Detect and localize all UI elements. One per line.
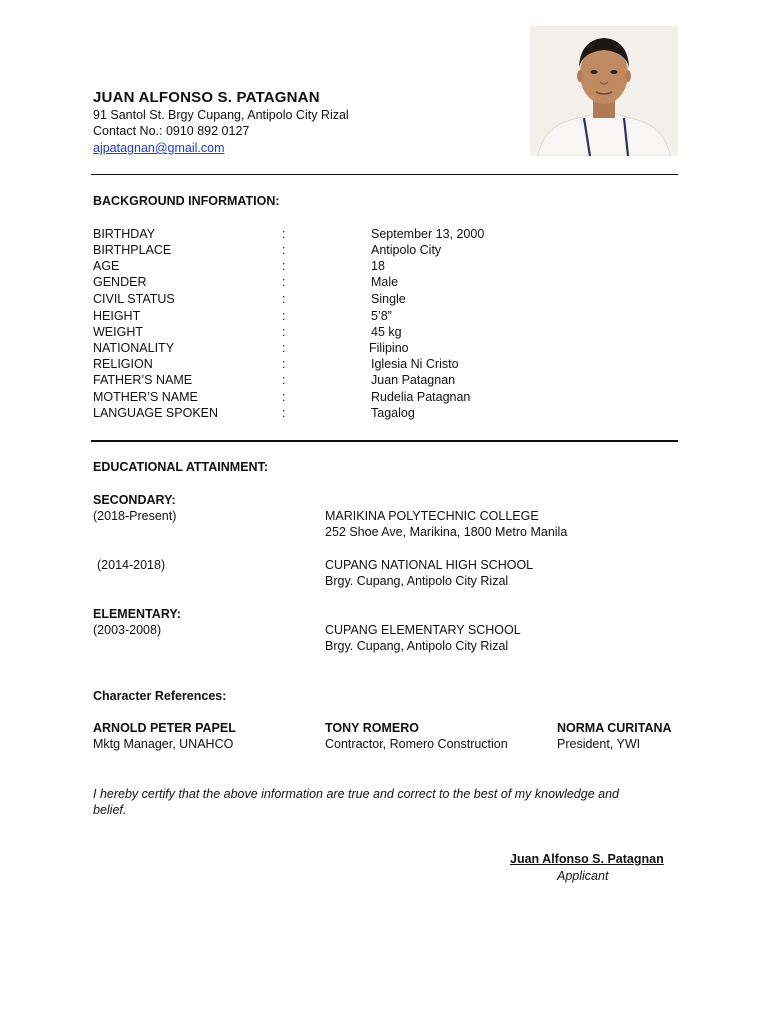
info-value: Male xyxy=(371,275,399,289)
info-separator: : xyxy=(282,373,286,387)
info-label: AGE xyxy=(93,259,120,273)
info-separator: : xyxy=(282,341,286,355)
info-separator: : xyxy=(282,406,286,420)
education-years: (2003-2008) xyxy=(93,623,162,637)
info-separator: : xyxy=(282,390,286,404)
info-label: BIRTHPLACE xyxy=(93,243,172,257)
info-value: Iglesia Ni Cristo xyxy=(371,357,459,371)
info-value: Single xyxy=(371,292,406,306)
signature-name: Juan Alfonso S. Patagnan xyxy=(510,852,664,866)
info-row xyxy=(0,275,768,291)
info-label: BIRTHDAY xyxy=(93,227,156,241)
contact-number: Contact No.: 0910 892 0127 xyxy=(93,124,250,138)
info-label: MOTHER’S NAME xyxy=(93,390,198,404)
school-address: Brgy. Cupang, Antipolo City Rizal xyxy=(325,574,509,588)
applicant-photo xyxy=(530,26,678,156)
info-row xyxy=(0,292,768,308)
info-row xyxy=(0,227,768,243)
info-value: Juan Patagnan xyxy=(371,373,456,387)
signature-role: Applicant xyxy=(557,869,609,883)
info-value: 18 xyxy=(371,259,385,273)
reference-title: Contractor, Romero Construction xyxy=(325,737,508,751)
school-name: CUPANG ELEMENTARY SCHOOL xyxy=(325,623,521,637)
reference-name: ARNOLD PETER PAPEL xyxy=(93,721,236,735)
education-years: (2018-Present) xyxy=(93,509,177,523)
info-row xyxy=(0,259,768,275)
school-address: 252 Shoe Ave, Marikina, 1800 Metro Manila xyxy=(325,525,568,539)
certification-statement-end: belief. xyxy=(93,803,127,817)
certification-statement: I hereby certify that the above information are true and correct to the best of my knowledge and xyxy=(93,787,619,801)
header-divider xyxy=(91,174,678,175)
info-separator: : xyxy=(282,259,286,273)
address: 91 Santol St. Brgy Cupang, Antipolo City Rizal xyxy=(93,108,349,122)
elementary-label: ELEMENTARY: xyxy=(93,607,181,621)
info-separator: : xyxy=(282,325,286,339)
education-heading: EDUCATIONAL ATTAINMENT: xyxy=(93,460,268,474)
info-label: LANGUAGE SPOKEN xyxy=(93,406,219,420)
email-link[interactable]: ajpatagnan@gmail.com xyxy=(93,141,225,155)
school-address: Brgy. Cupang, Antipolo City Rizal xyxy=(325,639,509,653)
background-heading: BACKGROUND INFORMATION: xyxy=(93,194,280,208)
info-row xyxy=(0,390,768,406)
school-name: CUPANG NATIONAL HIGH SCHOOL xyxy=(325,558,534,572)
info-value: Tagalog xyxy=(371,406,415,420)
info-row xyxy=(0,406,768,422)
info-label: FATHER’S NAME xyxy=(93,373,193,387)
info-label: GENDER xyxy=(93,275,147,289)
info-value: September 13, 2000 xyxy=(371,227,485,241)
info-label: HEIGHT xyxy=(93,309,141,323)
info-row xyxy=(0,243,768,259)
info-row xyxy=(0,341,768,357)
school-name: MARIKINA POLYTECHNIC COLLEGE xyxy=(325,509,539,523)
reference-name: TONY ROMERO xyxy=(325,721,419,735)
info-separator: : xyxy=(282,357,286,371)
references-heading: Character References: xyxy=(93,689,227,703)
section-divider xyxy=(91,440,678,442)
info-value: Filipino xyxy=(369,341,409,355)
info-value: Antipolo City xyxy=(371,243,442,257)
info-separator: : xyxy=(282,309,286,323)
info-separator: : xyxy=(282,243,286,257)
info-value: Rudelia Patagnan xyxy=(371,390,471,404)
secondary-label: SECONDARY: xyxy=(93,493,176,507)
info-row xyxy=(0,325,768,341)
info-label: CIVIL STATUS xyxy=(93,292,175,306)
reference-title: President, YWI xyxy=(557,737,641,751)
applicant-name: JUAN ALFONSO S. PATAGNAN xyxy=(93,89,320,106)
info-label: RELIGION xyxy=(93,357,153,371)
info-value: 45 kg xyxy=(371,325,402,339)
info-separator: : xyxy=(282,227,286,241)
info-row xyxy=(0,357,768,373)
education-years: (2014-2018) xyxy=(97,558,166,572)
info-row xyxy=(0,373,768,389)
info-value: 5’8” xyxy=(371,309,392,323)
reference-title: Mktg Manager, UNAHCO xyxy=(93,737,234,751)
info-label: NATIONALITY xyxy=(93,341,175,355)
info-label: WEIGHT xyxy=(93,325,143,339)
info-separator: : xyxy=(282,275,286,289)
info-separator: : xyxy=(282,292,286,306)
reference-name: NORMA CURITANA xyxy=(557,721,672,735)
portrait-image xyxy=(530,26,678,156)
info-row xyxy=(0,309,768,325)
